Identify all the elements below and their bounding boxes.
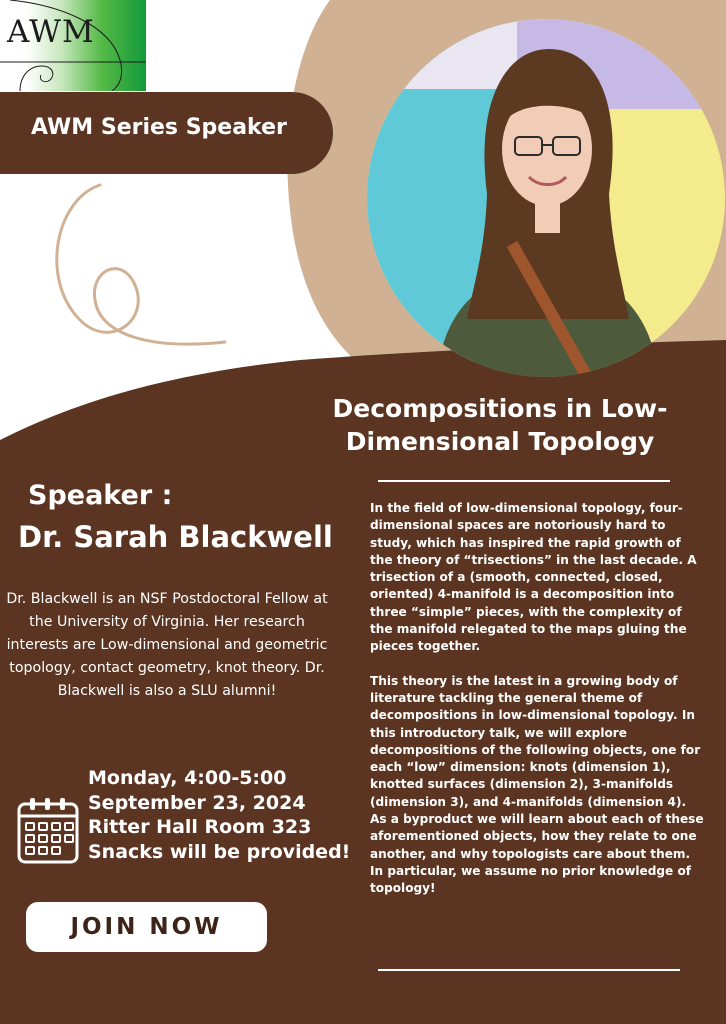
abstract-paragraph-2: This theory is the latest in a growing body of literature tackling the general theme of decompositions in low-dimensional topology. In this introductory talk, we will explore decompositions of the following objects, one for each “low” dimension: knots (dimension 1), knotted surfaces (dimension 2), 3-manifolds (dimension 3), and 4-manifolds (dimension 4). As a byproduct we will learn about each of these aforementioned objects, how they relate to one another, and why topologists care about them. In particular, we assume no prior knowledge of topology! — [370, 673, 704, 896]
series-banner-label: AWM Series Speaker — [31, 115, 287, 140]
event-day-time: Monday, 4:00-5:00 — [88, 767, 287, 789]
logo-text: AWM — [7, 14, 95, 50]
awm-logo — [0, 0, 146, 91]
event-location: Ritter Hall Room 323 — [88, 816, 312, 838]
speaker-bio: Dr. Blackwell is an NSF Postdoctoral Fellow at the University of Virginia. Her research interests are Low-dimensional and geometric topology, contact geometry, knot theory. Dr. Blackwell is also a SLU alumni! — [6, 591, 328, 699]
title-divider — [378, 480, 670, 482]
event-snacks: Snacks will be provided! — [88, 840, 351, 863]
join-now-label: JOIN NOW — [70, 914, 223, 940]
event-date: September 23, 2024 — [88, 791, 306, 814]
event-details — [88, 766, 350, 864]
talk-title: Decompositions in Low-Dimensional Topology — [332, 394, 668, 456]
abstract-paragraph-1: In the field of low-dimensional topology, four-dimensional spaces are notoriously hard to study, which has inspired the rapid growth of the theory of “trisections” in the last decade. A trisection of a (smooth, connected, closed, oriented) 4-manifold is a decomposition into three “simple” pieces, with the complexity of the manifold relegated to the maps gluing the pieces together. — [370, 501, 697, 654]
swirl-decoration — [57, 185, 225, 344]
speaker-name: Dr. Sarah Blackwell — [18, 520, 333, 554]
abstract-divider — [378, 969, 680, 971]
speaker-label: Speaker : — [28, 480, 173, 511]
speaker-photo — [367, 19, 725, 377]
calendar-icon — [17, 796, 81, 866]
speaker-portrait-illustration — [367, 19, 725, 377]
join-now-button[interactable] — [26, 902, 267, 952]
series-banner — [0, 92, 333, 174]
talk-abstract — [370, 500, 704, 898]
